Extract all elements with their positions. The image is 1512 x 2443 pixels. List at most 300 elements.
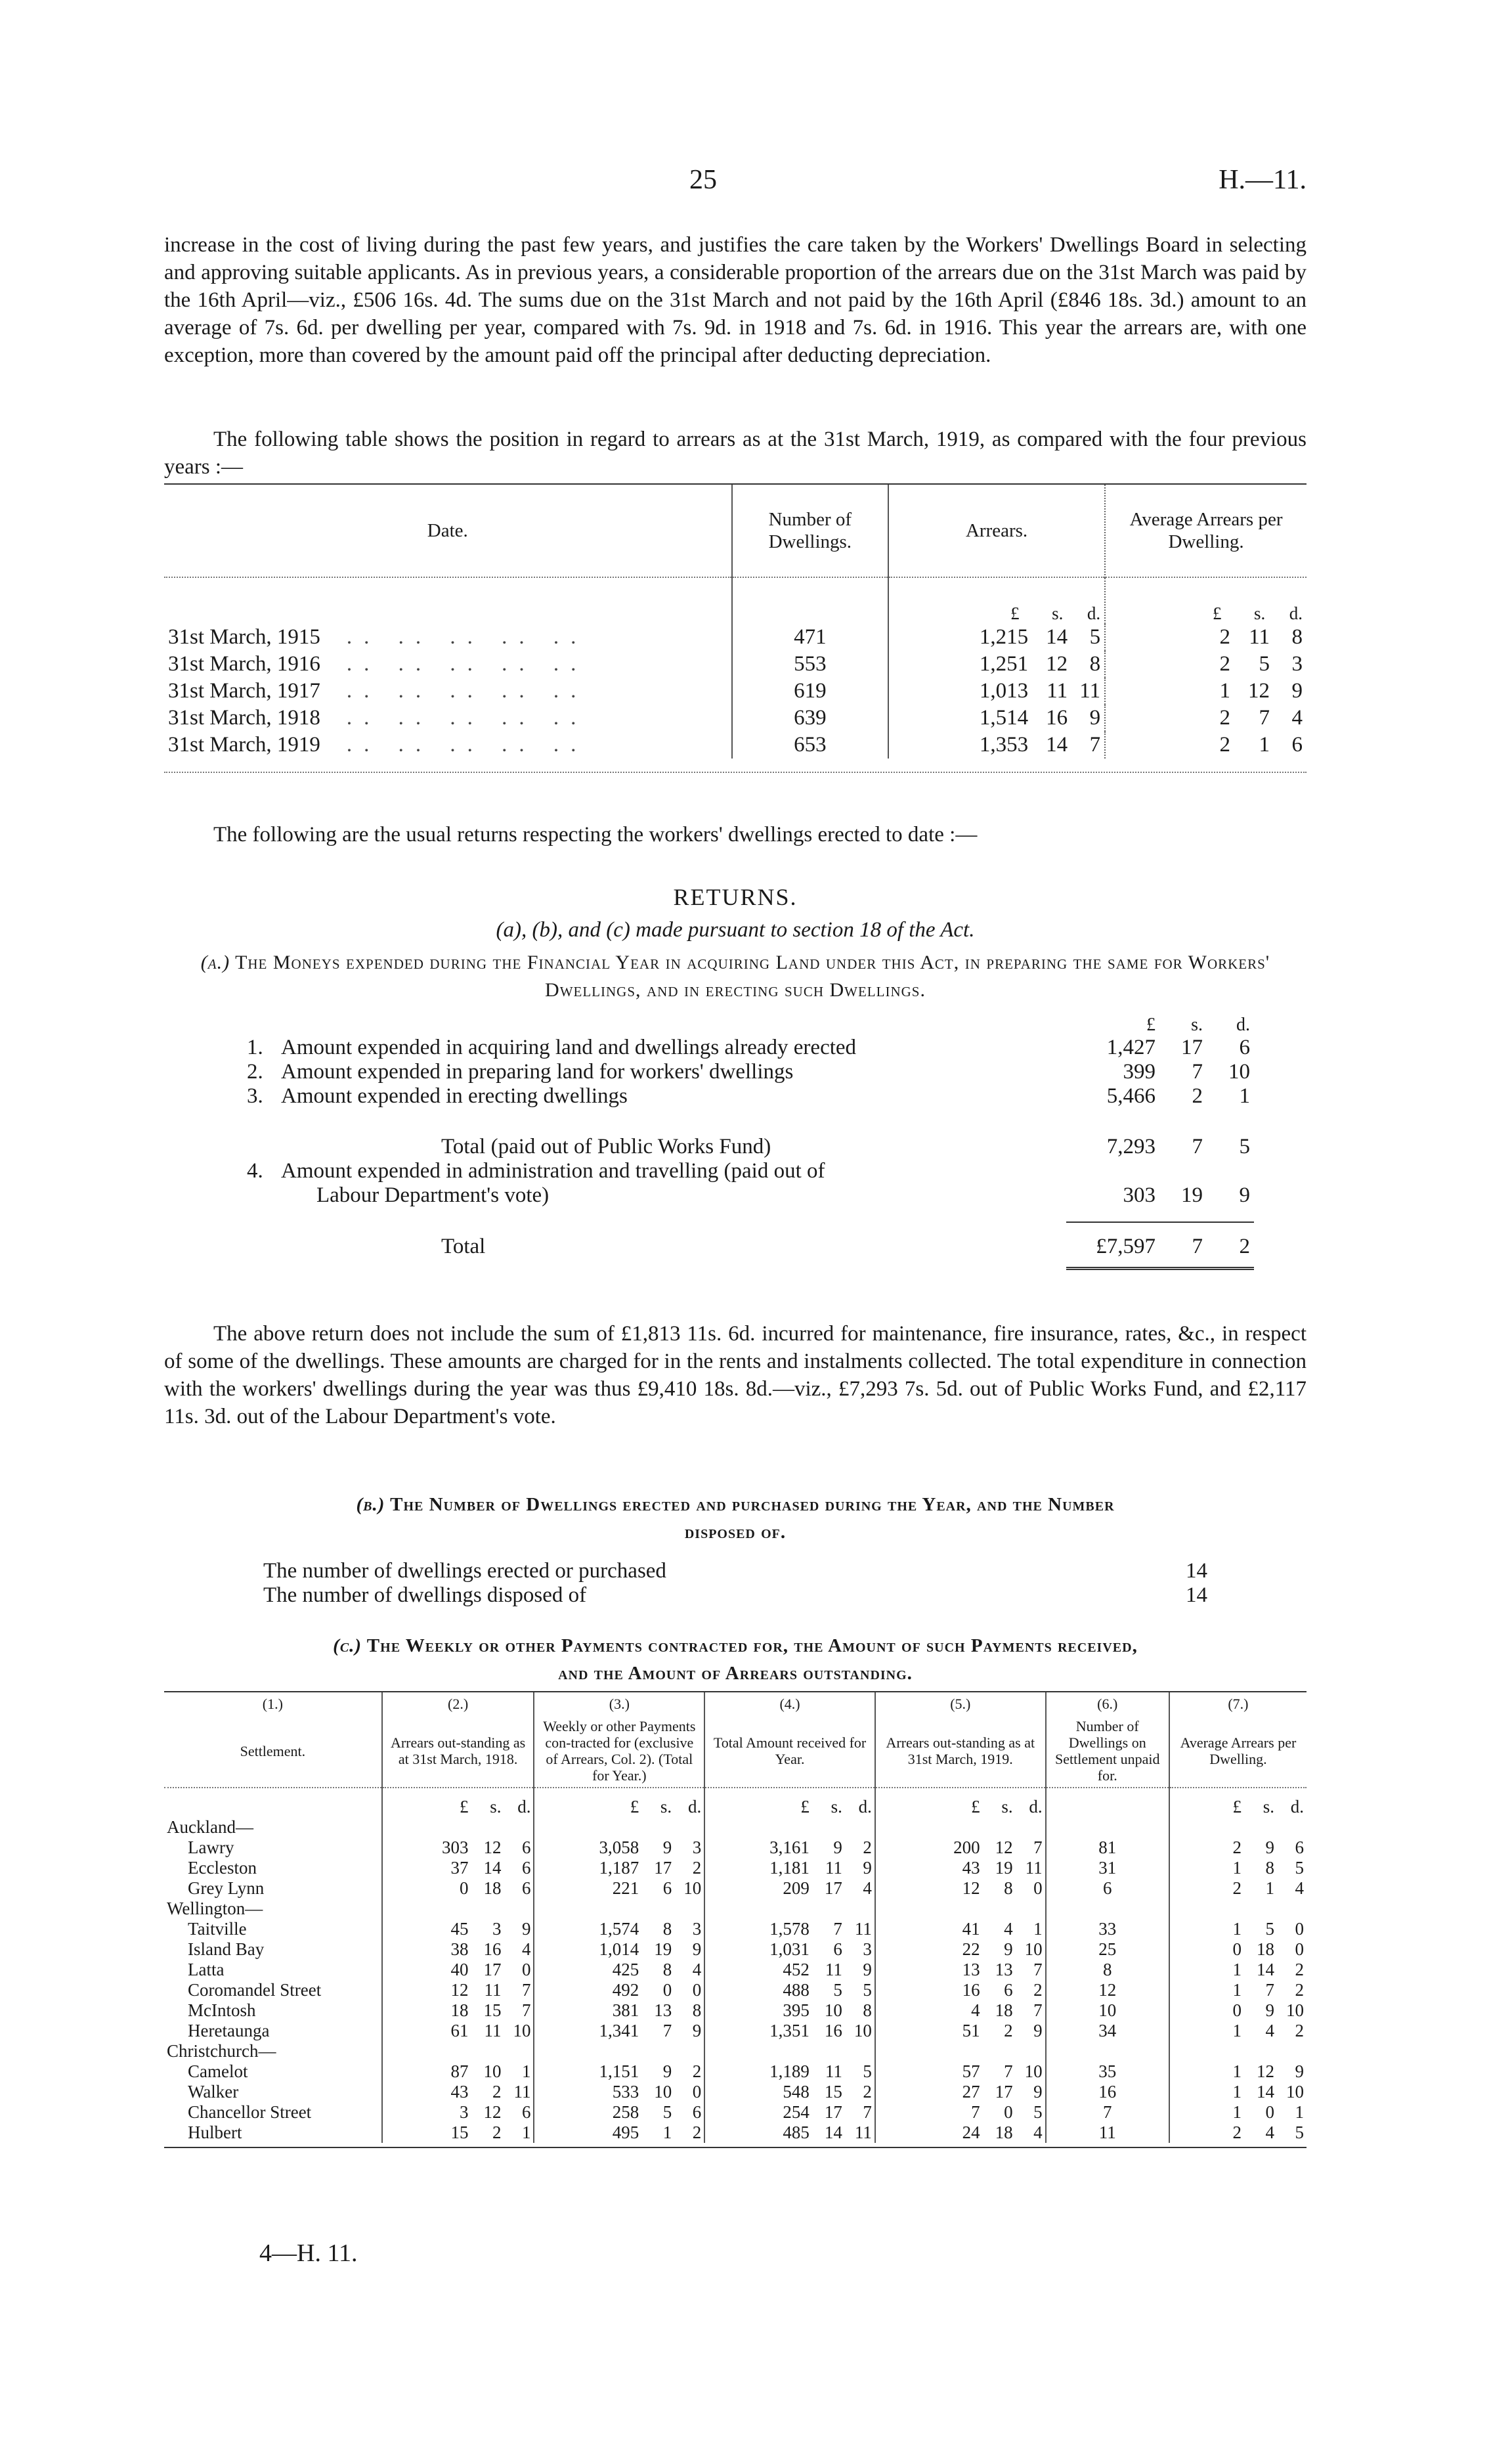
document-reference: H.—11.: [1219, 165, 1307, 195]
pence: 5: [1033, 2102, 1043, 2122]
item-text: Amount expended in acquiring land and dwellings already erected: [281, 1036, 857, 1059]
group-row: [164, 2041, 1307, 2061]
column-number: (7.): [1169, 1692, 1307, 1715]
units-row: [164, 1788, 1307, 1817]
section-a-item: [243, 1084, 1254, 1109]
pounds: 41: [962, 1919, 980, 1939]
row-arrears-pence: 7: [1089, 733, 1101, 757]
pounds: 1: [1232, 1960, 1242, 1979]
shillings: 17: [483, 1960, 502, 1979]
pence: 7: [521, 2000, 531, 2020]
shillings: 8: [1004, 1878, 1013, 1898]
pence: 6: [692, 2102, 702, 2122]
shillings: 14: [1257, 1960, 1274, 1979]
settlement-name: Island Bay: [188, 1939, 265, 1959]
shillings: 4: [1265, 2123, 1274, 2142]
pounds: 221: [612, 1878, 639, 1898]
unit-pence: d.: [517, 1797, 531, 1816]
settlement-name: Lawry: [188, 1838, 234, 1857]
unit-pence: d.: [687, 1797, 702, 1816]
unit-pound: £: [971, 1797, 980, 1816]
section-b-title: The Number of Dwellings erected and purchased during the Year, and the Number: [390, 1494, 1115, 1515]
settlement-name: Walker: [188, 2082, 239, 2102]
pence: 0: [1033, 1878, 1043, 1898]
shillings: 7: [1265, 1980, 1274, 2000]
pounds: 254: [783, 2102, 810, 2122]
row-date: 31st March, 1919: [168, 733, 320, 757]
shillings: 12: [483, 2102, 502, 2122]
page-number: 25: [689, 165, 717, 195]
shillings: 15: [824, 2082, 842, 2102]
leader-dots: .. .. .. .. ..: [346, 625, 588, 649]
settlement-row: [164, 1919, 1307, 1939]
region-name: Christchurch—: [167, 2041, 276, 2061]
section-b: [164, 1491, 1307, 1608]
total-pence: 2: [1239, 1235, 1250, 1258]
item-value: 14: [1186, 1583, 1207, 1607]
section-b-title-line2: disposed of.: [684, 1522, 787, 1543]
pence: 9: [521, 1919, 531, 1939]
pence: 5: [1295, 1858, 1304, 1878]
pence: 10: [1286, 2000, 1304, 2020]
pounds: 1,187: [599, 1858, 639, 1878]
shillings: 12: [995, 1838, 1013, 1857]
arrears-row: [164, 732, 1307, 759]
pounds: 258: [612, 2102, 639, 2122]
row-average-shillings: 7: [1259, 706, 1270, 730]
pence: 5: [863, 2061, 872, 2081]
item-pence: 6: [1239, 1036, 1250, 1059]
item-text: The number of dwellings erected or purchased: [263, 1559, 666, 1583]
unpaid-dwellings: 11: [1046, 2123, 1169, 2143]
unit-shilling: s.: [1191, 1015, 1203, 1035]
row-arrears-shillings: 16: [1046, 706, 1068, 730]
pence: 7: [1033, 2000, 1043, 2020]
pence: 6: [521, 1838, 531, 1857]
shillings: 13: [654, 2000, 672, 2020]
pence: 3: [863, 1939, 872, 1959]
shillings: 10: [483, 2061, 502, 2081]
shillings: 10: [654, 2082, 672, 2102]
pence: 5: [1295, 2123, 1304, 2142]
settlement-name: Eccleston: [188, 1858, 257, 1878]
shillings: 5: [833, 1980, 842, 2000]
unit-pound: £: [1146, 1015, 1156, 1035]
pounds: 2: [1232, 1838, 1242, 1857]
unit-pound: £: [1232, 1797, 1242, 1816]
leader-dots: .. .. .. .. ..: [346, 652, 588, 676]
unpaid-dwellings: 81: [1046, 1838, 1169, 1858]
item-pounds: 5,466: [1106, 1084, 1156, 1108]
pence: 6: [521, 1858, 531, 1878]
pounds: 495: [612, 2123, 639, 2142]
row-arrears-pence: 5: [1089, 625, 1101, 649]
pounds: 0: [1232, 1939, 1242, 1959]
total-label: Total: [441, 1235, 486, 1258]
column-number: (6.): [1046, 1692, 1169, 1715]
row-date: 31st March, 1915: [168, 625, 320, 649]
column-number: (4.): [704, 1692, 875, 1715]
arrears-row: [164, 624, 1307, 651]
unit-shilling: s.: [1001, 1797, 1013, 1816]
row-average-pence: 6: [1291, 733, 1303, 757]
pence: 4: [1033, 2123, 1043, 2142]
shillings: 9: [1265, 2000, 1274, 2020]
shillings: 9: [662, 1838, 672, 1857]
pence: 4: [692, 1960, 702, 1979]
pounds: 200: [953, 1838, 980, 1857]
column-header: Settlement.: [240, 1742, 306, 1759]
row-average-pounds: 1: [1219, 679, 1230, 703]
section-b-heading: [164, 1491, 1307, 1518]
page-header: [164, 164, 1307, 204]
pounds: 548: [783, 2082, 810, 2102]
section-a-heading: [164, 949, 1307, 1004]
unpaid-dwellings: 12: [1046, 1980, 1169, 2000]
total-pounds: £7,597: [1096, 1235, 1156, 1258]
shillings: 0: [662, 1980, 672, 2000]
row-arrears-shillings: 12: [1046, 652, 1068, 676]
shillings: 4: [1004, 1919, 1013, 1939]
shillings: 6: [1004, 1980, 1013, 2000]
row-date: 31st March, 1916: [168, 652, 320, 676]
pence: 8: [863, 2000, 872, 2020]
item4-shillings: 19: [1181, 1183, 1203, 1207]
unpaid-dwellings: 6: [1046, 1878, 1169, 1899]
pounds: 12: [962, 1878, 980, 1898]
settlement-name: Coromandel Street: [188, 1980, 322, 2000]
pounds: 1,574: [599, 1919, 639, 1939]
row-arrears-pence: 11: [1079, 679, 1101, 703]
shillings: 16: [824, 2021, 842, 2040]
group-row: [164, 1817, 1307, 1838]
item-pence: 1: [1239, 1084, 1250, 1108]
subtotal-label: Total (paid out of Public Works Fund): [441, 1135, 771, 1158]
unit-pound: £: [630, 1797, 639, 1816]
section-a-title: The Moneys expended during the Financial Year in acquiring Land under this Act, in preparing the same for Workers' Dwellings, and in erecting such Dwellings.: [235, 952, 1270, 1001]
shillings: 8: [1265, 1858, 1274, 1878]
pence: 11: [513, 2082, 531, 2102]
settlement-name: Latta: [188, 1960, 225, 1979]
unit-pence: d.: [1236, 1015, 1250, 1035]
settlement-name: McIntosh: [188, 2000, 256, 2020]
section-c-label: (c.): [333, 1635, 362, 1656]
shillings: 6: [662, 1878, 672, 1898]
pence: 10: [1286, 2082, 1304, 2102]
settlement-row: [164, 2021, 1307, 2041]
shillings: 3: [492, 1919, 502, 1939]
shillings: 11: [825, 1960, 842, 1979]
pounds: 38: [450, 1939, 469, 1959]
row-arrears-pounds: 1,251: [979, 652, 1029, 676]
row-dwellings: 639: [732, 705, 889, 732]
pence: 6: [521, 2102, 531, 2122]
unpaid-dwellings: 10: [1046, 2000, 1169, 2021]
pounds: 1,341: [599, 2021, 639, 2040]
group-row: [164, 1899, 1307, 1919]
pounds: 1,578: [769, 1919, 810, 1939]
pounds: 15: [450, 2123, 469, 2142]
pence: 1: [521, 2123, 531, 2142]
shillings: 7: [833, 1919, 842, 1939]
pence: 2: [692, 2061, 702, 2081]
column-number: (2.): [382, 1692, 534, 1715]
section-b-item: [259, 1559, 1211, 1583]
table-intro: The following table shows the position in regard to arrears as at the 31st March, 1919, as compared with the four previous years :—: [164, 428, 1307, 479]
column-number: (1.): [262, 1695, 283, 1712]
pence: 2: [1295, 1960, 1304, 1979]
column-number-row: [164, 1692, 1307, 1715]
unpaid-dwellings: 25: [1046, 1939, 1169, 1960]
shillings: 7: [1004, 2061, 1013, 2081]
shillings: 9: [833, 1838, 842, 1857]
shillings: 17: [824, 2102, 842, 2122]
pounds: 61: [450, 2021, 469, 2040]
pence: 6: [1295, 1838, 1304, 1857]
arrears-row: [164, 705, 1307, 732]
shillings: 12: [1257, 2061, 1274, 2081]
unit-pence: d.: [1290, 1797, 1304, 1816]
arrears-row: [164, 678, 1307, 705]
pounds: 18: [450, 2000, 469, 2020]
shillings: 0: [1265, 2102, 1274, 2122]
pounds: 87: [450, 2061, 469, 2081]
column-header: Arrears out-standing as at 31st March, 1919.: [875, 1715, 1046, 1788]
row-average-shillings: 5: [1259, 652, 1270, 676]
settlement-row: [164, 1939, 1307, 1960]
arrears-row: [164, 651, 1307, 678]
shillings: 16: [483, 1939, 502, 1959]
item4-pounds: 303: [1123, 1183, 1156, 1207]
shillings: 11: [825, 1858, 842, 1878]
row-arrears-shillings: 14: [1046, 733, 1068, 757]
row-arrears-shillings: 14: [1046, 625, 1068, 649]
pence: 2: [1295, 2021, 1304, 2040]
settlement-row: [164, 2082, 1307, 2102]
row-average-pence: 3: [1291, 652, 1303, 676]
pence: 4: [863, 1878, 872, 1898]
col-dwellings-header: Number of Dwellings.: [732, 485, 889, 577]
pounds: 1: [1232, 2082, 1242, 2102]
pence: 2: [863, 1838, 872, 1857]
pence: 2: [1033, 1980, 1043, 2000]
shillings: 11: [484, 1980, 502, 2000]
item-text: Amount expended in preparing land for workers' dwellings: [281, 1060, 794, 1084]
item-pounds: 399: [1123, 1060, 1156, 1084]
pence: 1: [1033, 1919, 1043, 1939]
returns-subtitle: (a), (b), and (c) made pursuant to section 18 of the Act.: [496, 918, 975, 942]
unpaid-dwellings: 35: [1046, 2061, 1169, 2082]
row-arrears-shillings: 11: [1047, 679, 1068, 703]
row-arrears-pence: 9: [1089, 706, 1101, 730]
row-arrears-pounds: 1,013: [979, 679, 1029, 703]
region-name: Wellington—: [167, 1899, 263, 1918]
pounds: 1,189: [769, 2061, 810, 2081]
pounds: 2: [1232, 2123, 1242, 2142]
pence: 3: [692, 1919, 702, 1939]
settlement-name: Grey Lynn: [188, 1878, 265, 1898]
pounds: 12: [450, 1980, 469, 2000]
pence: 9: [863, 1858, 872, 1878]
unit-pound: £: [459, 1797, 469, 1816]
shillings: 18: [1257, 1939, 1274, 1959]
pence: 0: [1295, 1939, 1304, 1959]
row-arrears-pounds: 1,514: [979, 706, 1029, 730]
footer-signature: 4—H. 11.: [259, 2239, 358, 2267]
pounds: 1,031: [769, 1939, 810, 1959]
row-date: 31st March, 1917: [168, 679, 320, 703]
pence: 1: [1295, 2102, 1304, 2122]
unpaid-dwellings: 7: [1046, 2102, 1169, 2123]
arrears-table: [164, 483, 1307, 773]
shillings: 13: [995, 1960, 1013, 1979]
pounds: 395: [783, 2000, 810, 2020]
settlement-row: [164, 1858, 1307, 1878]
pence: 0: [1295, 1919, 1304, 1939]
item-text: The number of dwellings disposed of: [263, 1583, 587, 1607]
pounds: 492: [612, 1980, 639, 2000]
unpaid-dwellings: 8: [1046, 1960, 1169, 1980]
shillings: 8: [662, 1960, 672, 1979]
unit-shilling: s.: [660, 1797, 672, 1816]
settlement-row: [164, 1980, 1307, 2000]
column-number: (3.): [534, 1692, 704, 1715]
item-value: 14: [1186, 1559, 1207, 1583]
shillings: 19: [654, 1939, 672, 1959]
pounds: 3,058: [599, 1838, 639, 1857]
unpaid-dwellings: 33: [1046, 1919, 1169, 1939]
section-b-item: [259, 1583, 1211, 1608]
unit-shilling: s.: [1052, 604, 1064, 623]
pounds: 43: [450, 2082, 469, 2102]
section-a: [164, 949, 1307, 1258]
item-shillings: 2: [1192, 1084, 1203, 1108]
settlement-name: Chancellor Street: [188, 2102, 312, 2122]
pounds: 43: [962, 1858, 980, 1878]
pounds: 16: [962, 1980, 980, 2000]
pence: 2: [863, 2082, 872, 2102]
row-average-pence: 8: [1291, 625, 1303, 649]
pounds: 4: [971, 2000, 980, 2020]
unpaid-dwellings: 31: [1046, 1858, 1169, 1878]
pounds: 27: [962, 2082, 980, 2102]
pence: 7: [1033, 1960, 1043, 1979]
pounds: 1: [1232, 1919, 1242, 1939]
pence: 2: [1295, 1980, 1304, 2000]
pence: 8: [692, 2000, 702, 2020]
shillings: 14: [1257, 2082, 1274, 2102]
pence: 9: [1033, 2082, 1043, 2102]
shillings: 10: [824, 2000, 842, 2020]
pence: 2: [692, 2123, 702, 2142]
column-header: Weekly or other Payments con-tracted for (exclusive of Arrears, Col. 2). (Total for Year.): [534, 1715, 704, 1788]
pounds: 0: [1232, 2000, 1242, 2020]
column-header: Number of Dwellings on Settlement unpaid for.: [1046, 1715, 1169, 1788]
pounds: 303: [441, 1838, 469, 1857]
shillings: 15: [483, 2000, 502, 2020]
item4-text-continued: Labour Department's vote): [316, 1183, 550, 1207]
pounds: 1: [1232, 2021, 1242, 2040]
shillings: 1: [662, 2123, 672, 2142]
pounds: 488: [783, 1980, 810, 2000]
settlement-row: [164, 1838, 1307, 1858]
pounds: 57: [962, 2061, 980, 2081]
settlement-row: [164, 2123, 1307, 2143]
row-average-pounds: 2: [1219, 733, 1230, 757]
shillings: 2: [492, 2123, 502, 2142]
item-pence: 10: [1228, 1060, 1250, 1084]
shillings: 5: [662, 2102, 672, 2122]
pounds: 3,161: [769, 1838, 810, 1857]
shillings: 11: [825, 2061, 842, 2081]
returns-intro: The following are the usual returns respecting the workers' dwellings erected to date :—: [213, 823, 978, 847]
pounds: 1,181: [769, 1858, 810, 1878]
row-dwellings: 619: [732, 678, 889, 705]
shillings: 19: [995, 1858, 1013, 1878]
row-average-shillings: 1: [1259, 733, 1270, 757]
settlement-name: Taitville: [188, 1919, 247, 1939]
pounds: 37: [450, 1858, 469, 1878]
leader-dots: .. .. .. .. ..: [346, 706, 588, 730]
settlement-row: [164, 1878, 1307, 1899]
pence: 9: [692, 1939, 702, 1959]
pence: 10: [513, 2021, 531, 2040]
shillings: 1: [1265, 1878, 1274, 1898]
pounds: 1: [1232, 2102, 1242, 2122]
unit-pound: £: [1213, 604, 1222, 623]
pounds: 22: [962, 1939, 980, 1959]
pounds: 2: [1232, 1878, 1242, 1898]
pence: 10: [1024, 2061, 1043, 2081]
section-a-item: [243, 1036, 1254, 1060]
pounds: 7: [971, 2102, 980, 2122]
pence: 7: [1033, 1838, 1043, 1857]
shillings: 18: [483, 1878, 502, 1898]
item-number: 3.: [247, 1084, 263, 1108]
row-arrears-pence: 8: [1089, 652, 1101, 676]
row-average-pounds: 2: [1219, 625, 1230, 649]
shillings: 14: [483, 1858, 502, 1878]
shillings: 12: [483, 1838, 502, 1857]
shillings: 17: [824, 1878, 842, 1898]
pence: 4: [521, 1939, 531, 1959]
col-date-header: Date.: [427, 520, 468, 541]
item-number: 1.: [247, 1036, 263, 1059]
section-b-label: (b.): [356, 1494, 385, 1515]
item-shillings: 17: [1181, 1036, 1203, 1059]
unpaid-dwellings: 34: [1046, 2021, 1169, 2041]
section-b-table: [259, 1559, 1211, 1608]
leader-dots: .. .. .. .. ..: [346, 679, 588, 703]
col-average-header: Average Arrears per Dwelling.: [1105, 485, 1307, 577]
unit-pound: £: [1010, 604, 1020, 623]
pounds: 1,151: [599, 2061, 639, 2081]
pence: 9: [692, 2021, 702, 2040]
row-dwellings: 471: [732, 624, 889, 651]
item-pounds: 1,427: [1106, 1036, 1156, 1059]
row-date: 31st March, 1918: [168, 706, 320, 730]
unit-pound: £: [800, 1797, 810, 1816]
column-header: Average Arrears per Dwelling.: [1169, 1715, 1307, 1788]
row-dwellings: 553: [732, 651, 889, 678]
item4-num: 4.: [247, 1159, 263, 1183]
pounds: 209: [783, 1878, 810, 1898]
settlement-row: [164, 2000, 1307, 2021]
pounds: 381: [612, 2000, 639, 2020]
shillings: 2: [492, 2082, 502, 2102]
settlement-name: Camelot: [188, 2061, 248, 2081]
pence: 9: [1295, 2061, 1304, 2081]
